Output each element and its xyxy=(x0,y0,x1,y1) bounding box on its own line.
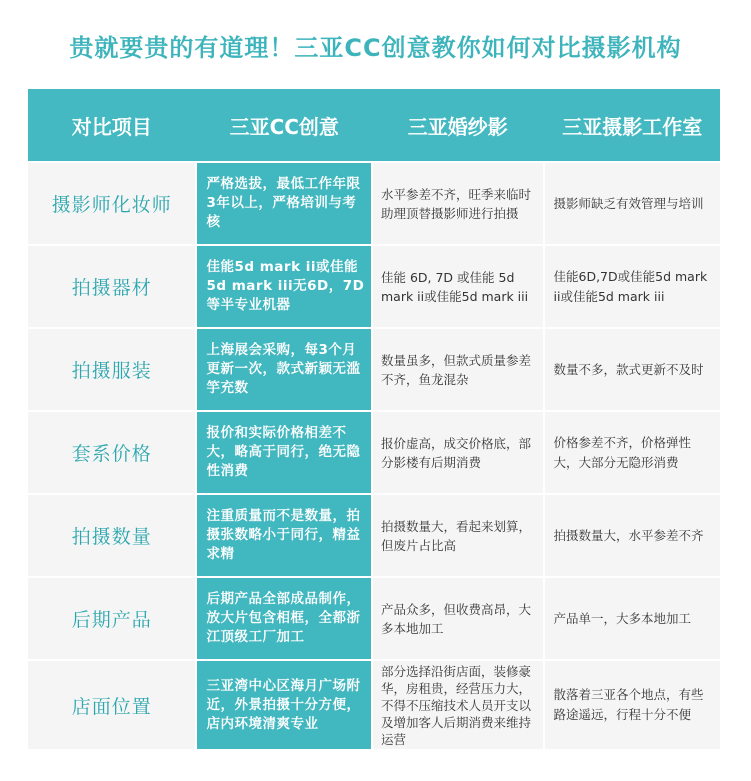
table-row xyxy=(28,329,720,410)
table-row xyxy=(28,661,720,749)
cc-cell: 三亚湾中心区海月广场附近，外景拍摄十分方便，店内环境清爽专业 xyxy=(197,661,371,749)
table-header-row xyxy=(28,89,720,161)
header-item: 对比项目 xyxy=(71,114,152,139)
cc-cell: 后期产品全部成品制作，放大片包含相框，全都浙江顶级工厂加工 xyxy=(197,578,371,659)
studio-cell: 拍摄数量大，水平参差不齐 xyxy=(545,495,721,576)
header-wedding: 三亚婚纱影 xyxy=(407,114,508,139)
table-row xyxy=(28,495,720,576)
row-label: 摄影师化妆师 xyxy=(28,163,195,244)
studio-cell: 数量不多，款式更新不及时 xyxy=(545,329,721,410)
header-cc: 三亚CC创意 xyxy=(229,114,339,139)
page-title: 贵就要贵的有道理！三亚CC创意教你如何对比摄影机构 xyxy=(69,34,682,62)
wedding-cell: 拍摄数量大，看起来划算，但废片占比高 xyxy=(373,495,543,576)
cc-cell: 严格选拔，最低工作年限3年以上，严格培训与考核 xyxy=(197,163,371,244)
studio-cell: 价格参差不齐，价格弹性大，大部分无隐形消费 xyxy=(545,412,721,493)
table-row xyxy=(28,163,720,244)
row-label: 拍摄服装 xyxy=(28,329,195,410)
table-row xyxy=(28,578,720,659)
wedding-cell: 水平参差不齐，旺季来临时助理顶替摄影师进行拍摄 xyxy=(373,163,543,244)
wedding-cell: 部分选择沿街店面，装修豪华，房租贵，经营压力大，不得不压缩技术人员开支以及增加客人后期消费来维持运营 xyxy=(373,661,543,749)
cc-cell: 报价和实际价格相差不大，略高于同行，绝无隐性消费 xyxy=(197,412,371,493)
studio-cell: 散落着三亚各个地点，有些路途遥远，行程十分不便 xyxy=(545,661,721,749)
wedding-cell: 佳能 6D, 7D 或佳能 5d mark ii或佳能5d mark iii xyxy=(373,246,543,327)
row-label: 店面位置 xyxy=(28,661,195,749)
row-label: 后期产品 xyxy=(28,578,195,659)
table-row xyxy=(28,412,720,493)
header-studio: 三亚摄影工作室 xyxy=(562,114,703,139)
wedding-cell: 报价虚高，成交价格底，部分影楼有后期消费 xyxy=(373,412,543,493)
wedding-cell: 数量虽多，但款式质量参差不齐，鱼龙混杂 xyxy=(373,329,543,410)
row-label: 拍摄器材 xyxy=(28,246,195,327)
row-label: 套系价格 xyxy=(28,412,195,493)
table-row xyxy=(28,246,720,327)
cc-cell: 上海展会采购，每3个月更新一次，款式新颖无滥竽充数 xyxy=(197,329,371,410)
studio-cell: 佳能6D,7D或佳能5d mark ii或佳能5d mark iii xyxy=(545,246,721,327)
studio-cell: 摄影师缺乏有效管理与培训 xyxy=(545,163,721,244)
studio-cell: 产品单一，大多本地加工 xyxy=(545,578,721,659)
comparison-table xyxy=(28,89,720,749)
cc-cell: 佳能5d mark ii或佳能5d mark iii无6D，7D等半专业机器 xyxy=(197,246,371,327)
cc-cell: 注重质量而不是数量，拍摄张数略小于同行，精益求精 xyxy=(197,495,371,576)
row-label: 拍摄数量 xyxy=(28,495,195,576)
wedding-cell: 产品众多，但收费高昂，大多本地加工 xyxy=(373,578,543,659)
